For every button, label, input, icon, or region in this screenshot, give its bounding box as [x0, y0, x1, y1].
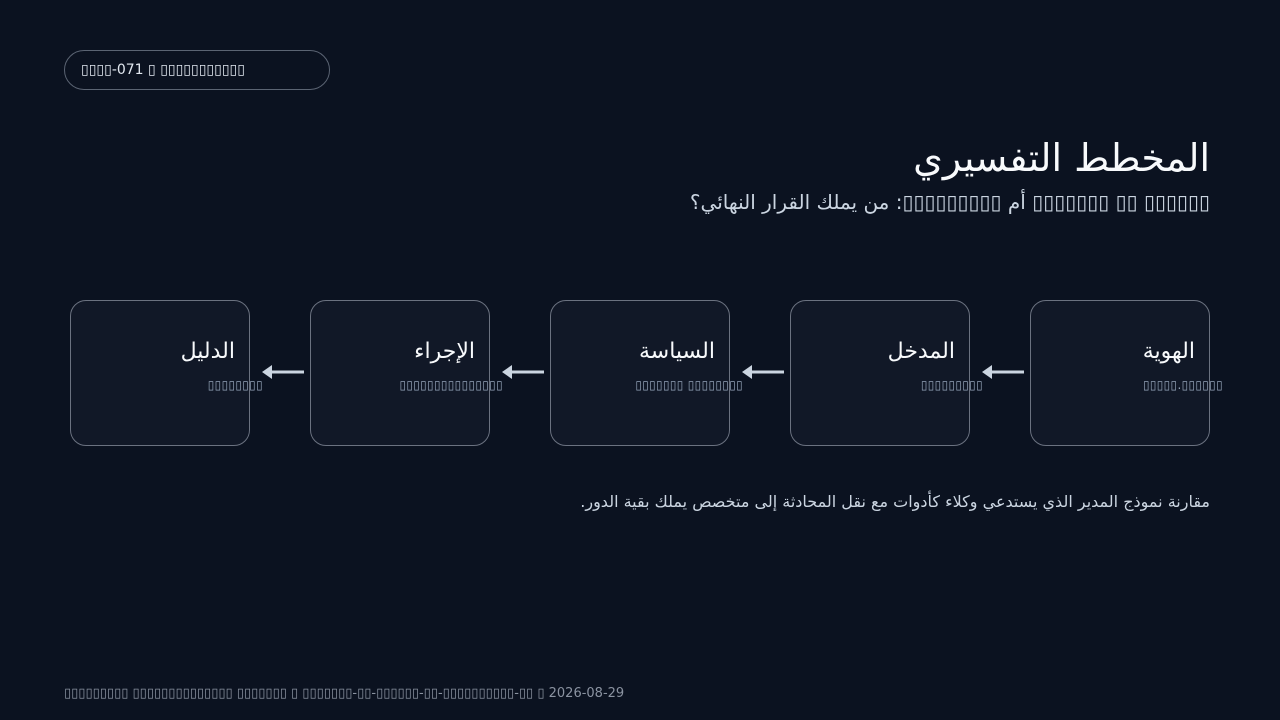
step-sublabel: ▯▯▯▯▯▯▯▯ ▯▯▯▯▯▯▯: [635, 378, 743, 392]
flow-diagram: [0, 300, 1280, 446]
step-box-action: [310, 300, 503, 446]
page-subtitle: ▯▯▯▯▯▯ ▯▯ ▯▯▯▯▯▯▯ أم ▯▯▯▯▯▯▯▯▯: من يملك القرار النهائي؟: [689, 190, 1210, 214]
step-label: الدليل: [180, 339, 235, 364]
arrow-left-icon: [260, 362, 306, 382]
diagram-caption: مقارنة نموذج المدير الذي يستدعي وكلاء كأدوات مع نقل المحادثة إلى متخصص يملك بقية الدور.: [580, 492, 1210, 511]
step-label: السياسة: [638, 339, 715, 364]
arrow-left-icon: [500, 362, 546, 382]
step-label: الإجراء: [414, 339, 475, 364]
page-title: المخطط التفسيري: [913, 136, 1210, 180]
step-label: المدخل: [887, 339, 955, 364]
step-box-evidence: [70, 300, 263, 446]
arrow-left-icon: [980, 362, 1026, 382]
step-sublabel: ▯▯▯▯▯▯▯▯: [207, 378, 263, 392]
step-box-entry: [790, 300, 983, 446]
step-sublabel: ▯▯▯▯▯▯▯▯▯: [920, 378, 983, 392]
step-sublabel: ▯▯▯▯▯▯▯▯▯▯▯▯▯▯▯: [399, 378, 503, 392]
document-badge: [64, 50, 330, 90]
step-label: الهوية: [1142, 339, 1195, 364]
step-box-policy: [550, 300, 743, 446]
badge-text: ▯▯▯▯-071 ▯ ▯▯▯▯▯▯▯▯▯▯▯: [81, 62, 245, 78]
step-box-identity: [1030, 300, 1223, 446]
footer-text: ▯▯▯▯▯▯▯▯▯ ▯▯▯▯▯▯▯▯▯▯▯▯▯▯ ▯▯▯▯▯▯▯ ▯ ▯▯▯▯▯▯▯-▯▯-▯▯▯▯▯▯-▯▯-▯▯▯▯▯▯▯▯▯▯-▯▯ ▯ 2026-08-29: [64, 686, 625, 701]
arrow-left-icon: [740, 362, 786, 382]
step-sublabel: ▯▯▯▯▯▯.▯▯▯▯▯: [1142, 378, 1223, 392]
